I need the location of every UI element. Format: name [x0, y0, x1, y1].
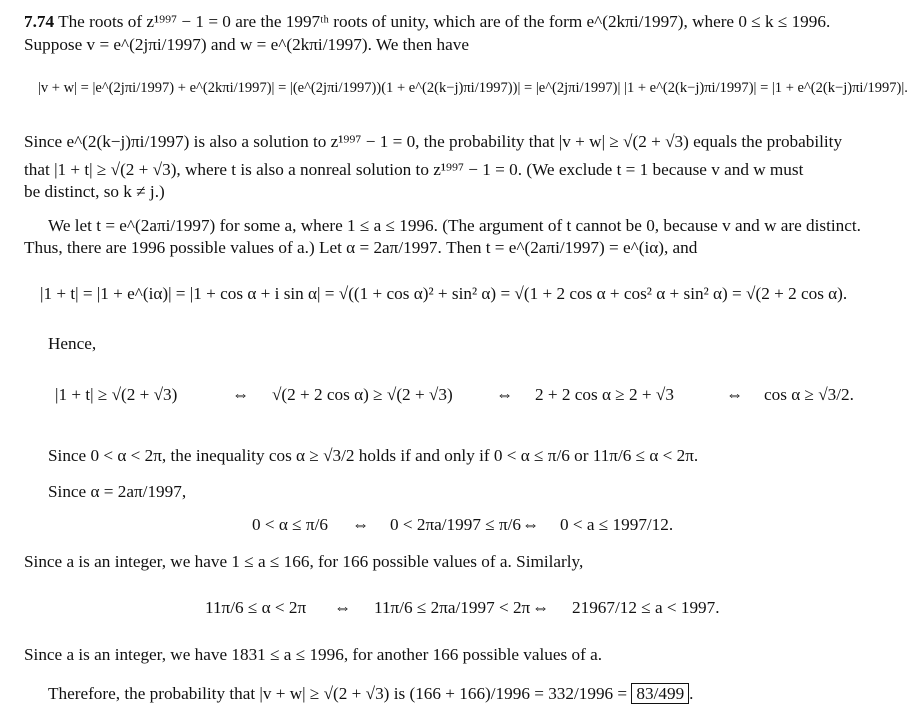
- conclusion-period: .: [689, 684, 694, 703]
- paragraph-line: be distinct, so k ≠ j.): [24, 182, 165, 201]
- iff-arrow: ⇔: [522, 515, 540, 534]
- iff-arrow: ⇔: [496, 385, 514, 404]
- problem-suppose: Suppose v = e^(2jπi/1997) and w = e^(2kπi/1997). We then have: [24, 35, 469, 54]
- problem-number: 7.74: [24, 12, 55, 31]
- paragraph-line: Since a is an integer, we have 1831 ≤ a ≤ 1996, for another 166 possible values of a.: [24, 645, 603, 664]
- equation-equivalence-p4: cos α ≥ √3/2.: [764, 385, 854, 404]
- iff-arrow: ⇔: [532, 598, 550, 617]
- equation-range2-p1: 11π/6 ≤ α < 2π: [205, 598, 307, 617]
- equation-equivalence-p3: 2 + 2 cos α ≥ 2 + √3: [535, 385, 674, 404]
- conclusion-line: [48, 684, 693, 705]
- paragraph-line: Since e^(2(k−j)πi/1997) is also a solution to z¹⁹⁹⁷ − 1 = 0, the probability that |v + w| ≥ √(2 + √3) equals the probability: [24, 132, 843, 151]
- paragraph-line: We let t = e^(2aπi/1997) for some a, where 1 ≤ a ≤ 1996. (The argument of t cannot be 0, because v and w are distinct.: [48, 216, 861, 235]
- paragraph-line: Since 0 < α < 2π, the inequality cos α ≥ √3/2 holds if and only if 0 < α ≤ π/6 or 11π/6 ≤ α < 2π.: [48, 446, 699, 465]
- iff-arrow: ⇔: [334, 598, 352, 617]
- iff-arrow: ⇔: [352, 515, 370, 534]
- equation-range2-p2: 11π/6 ≤ 2πa/1997 < 2π: [374, 598, 531, 617]
- equation-range2-p3: 21967/12 ≤ a < 1997.: [572, 598, 720, 617]
- equation-range-p2: 0 < 2πa/1997 ≤ π/6: [390, 515, 522, 534]
- iff-arrow: ⇔: [726, 385, 744, 404]
- equation-range-p1: 0 < α ≤ π/6: [252, 515, 328, 534]
- since-alpha-line: Since α = 2aπ/1997,: [48, 482, 187, 501]
- equation-modulus-expansion: |1 + t| = |1 + e^(iα)| = |1 + cos α + i sin α| = √((1 + cos α)² + sin² α) = √(1 + 2 cos α + cos² α + sin² α) = √(2 + 2 cos α).: [40, 284, 848, 303]
- equation-modulus-sum: |v + w| = |e^(2jπi/1997) + e^(2kπi/1997)| = |(e^(2jπi/1997))(1 + e^(2(k−j)πi/1997))| = |e^(2jπi/1997)| |1 + e^(2(k−j)πi/1997)| = |1 + e^(2(k−j)πi/1997)|.: [38, 80, 908, 96]
- paragraph-line: Thus, there are 1996 possible values of a.) Let α = 2aπ/1997. Then t = e^(2aπi/1997) = e^(iα), and: [24, 238, 698, 257]
- equation-range-p3: 0 < a ≤ 1997/12.: [560, 515, 674, 534]
- boxed-answer: 83/499: [631, 683, 689, 704]
- conclusion-text: Therefore, the probability that |v + w| ≥ √(2 + √3) is (166 + 166)/1996 = 332/1996 =: [48, 684, 628, 703]
- problem-header: [24, 12, 830, 33]
- paragraph-line: that |1 + t| ≥ √(2 + √3), where t is also a nonreal solution to z¹⁹⁹⁷ − 1 = 0. (We exclude t = 1 because v and w must: [24, 160, 804, 179]
- hence-label: Hence,: [48, 334, 97, 353]
- problem-intro: The roots of z¹⁹⁹⁷ − 1 = 0 are the 1997ᵗʰ roots of unity, which are of the form e^(2kπi/1997), where 0 ≤ k ≤ 1996.: [58, 12, 831, 31]
- iff-arrow: ⇔: [232, 385, 250, 404]
- equation-equivalence-p1: |1 + t| ≥ √(2 + √3): [55, 385, 178, 404]
- equation-equivalence-p2: √(2 + 2 cos α) ≥ √(2 + √3): [272, 385, 453, 404]
- paragraph-line: Since a is an integer, we have 1 ≤ a ≤ 166, for 166 possible values of a. Similarly,: [24, 552, 584, 571]
